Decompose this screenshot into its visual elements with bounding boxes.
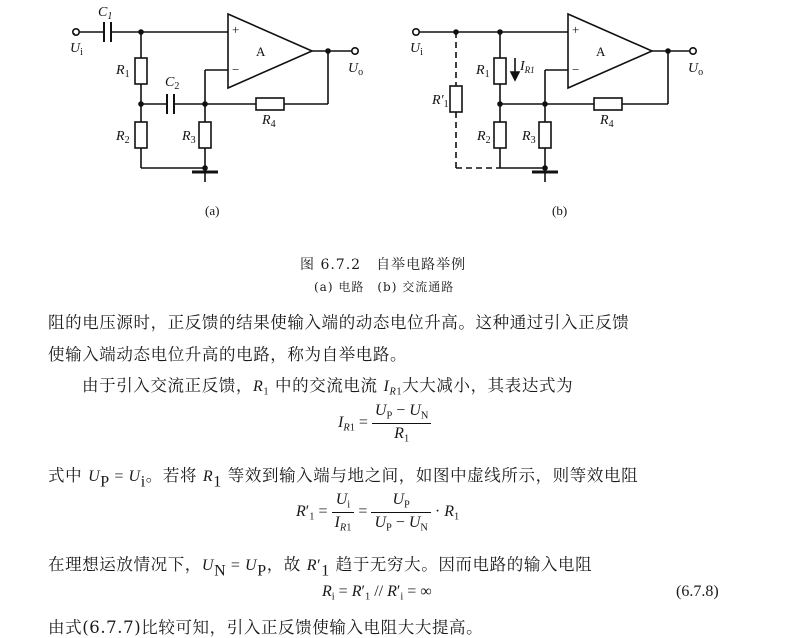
label-Ui-b: $U_i$ [410,41,423,58]
resistor-R2-b [494,122,506,148]
input-terminal-b [413,29,419,35]
resistor-R1-a [135,58,147,84]
paragraph-line-4: 式中 UP = Ui。若将 R1 等效到输入端与地之间，如图中虚线所示，则等效电阻 [48,466,639,491]
paragraph-line-6-cutoff: 由式(6.7.7)比较可知，引入正反馈使输入电阻大大提高。 [48,618,484,637]
caption-a: (a) [205,203,220,218]
label-C2-a: $C_2$ [165,75,180,92]
label-Uo-a: $U_o$ [348,61,364,78]
resistor-R3-b [539,122,551,148]
opamp-b [568,14,652,88]
figure-caption-sub: (a) 电路 (b) 交流通路 [314,280,455,294]
resistor-R4-a [256,98,284,110]
paragraph-line-2: 使输入端动态电位升高的电路，称为自举电路。 [48,345,408,364]
equation-IR1: $I_{R1}$ = $\frac{U_P - U_N}{R_1}$ [338,402,431,444]
label-Ui-a: $U_i$ [70,41,83,58]
output-terminal-b [690,48,696,54]
label-R1-a: $R_1$ [116,63,130,80]
circuit-b [413,14,696,182]
output-terminal-a [352,48,358,54]
circuit-figure [0,0,804,240]
label-R2-a: $R_2$ [116,129,130,146]
resistor-R3-a [199,122,211,148]
caption-b: (b) [552,203,568,218]
equation-Ri: $R_i = R'_1 // R'_i$ = ∞ [322,583,432,603]
equation-R1prime: $R'_1$ = $\frac{U_i}{I_{R1}}$ = $\frac{U_P}{U_P - U_N}$ · $R_1$ [296,491,460,534]
label-IR1-b: $I_{R1}$ [520,59,535,75]
label-R4-a: $R_4$ [262,113,276,130]
paragraph-line-1: 阻的电压源时，正反馈的结果使输入端的动态电位升高。这种通过引入正反馈 [48,313,630,332]
paragraph-line-5: 在理想运放情况下，UN = UP，故 R′1 趋于无穷大。因而电路的输入电阻 [48,555,593,580]
figure-caption-title: 图 6.7.2 自举电路举例 [300,257,467,273]
label-R2-b: $R_2$ [477,129,491,146]
amp-a: A [256,44,266,59]
label-C1-a: $C_1$ [98,5,113,22]
label-Uo-b: $U_o$ [688,61,704,78]
resistor-R1-b [494,58,506,84]
amp-b: A [596,44,606,59]
resistor-R1prime-b [450,86,462,112]
label-R1-b: $R_1$ [476,63,490,80]
equation-number: (6.7.8) [676,583,719,600]
label-R1prime-b: $R'_1$ [432,93,449,110]
resistor-R4-b [594,98,622,110]
opamp-a [228,14,312,88]
label-R4-b: $R_4$ [600,113,614,130]
paragraph-line-3: 由于引入交流正反馈，$R_1$ 中的交流电流 $I_{R1}$大大减小，其表达式为 [82,376,574,398]
plus-b: + [572,22,580,37]
minus-b: − [572,62,580,77]
svg-text:·: · [72,26,77,41]
labels-a [70,5,363,218]
circuit-a [73,14,358,182]
resistor-R2-a [135,122,147,148]
plus-a: + [232,22,240,37]
label-R3-a: $R_3$ [182,129,196,146]
label-R3-b: $R_3$ [522,129,536,146]
minus-a: − [232,62,240,77]
